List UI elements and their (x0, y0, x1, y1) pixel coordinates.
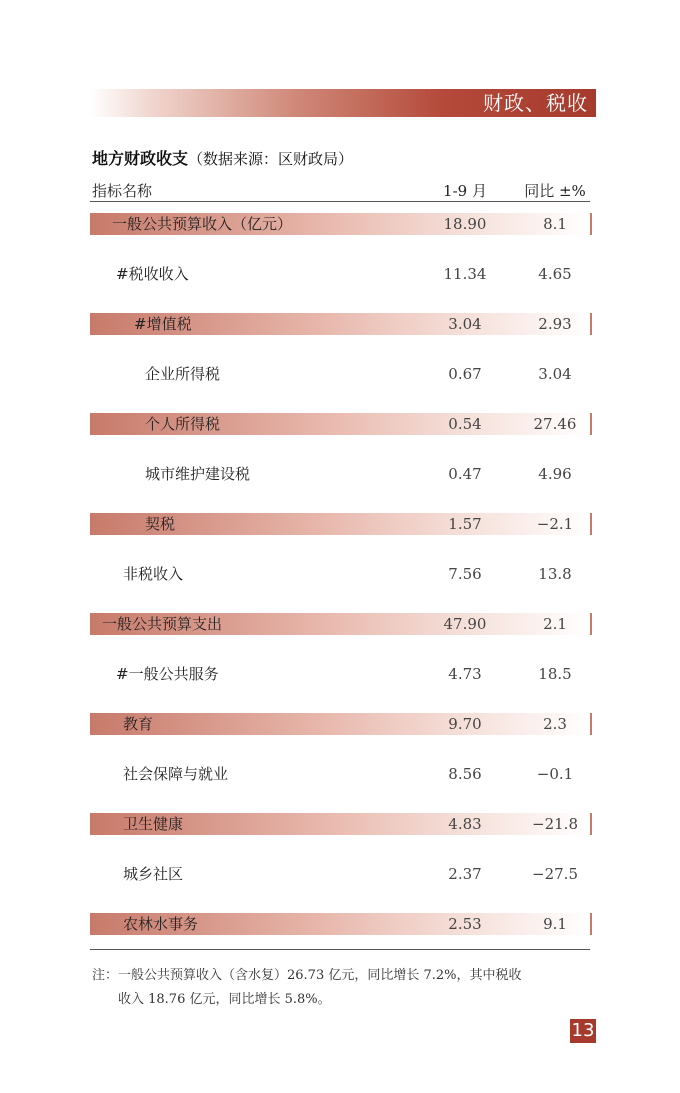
row-value-period: 4.83 (448, 815, 482, 833)
footnote (92, 964, 592, 1012)
table-row (90, 813, 592, 835)
row-value-yoy: −27.5 (532, 865, 578, 883)
row-value-period: 2.37 (448, 865, 482, 883)
table-row (90, 613, 592, 635)
page-number: 13 (571, 1020, 595, 1041)
row-name: 卫生健康 (123, 815, 184, 833)
row-value-yoy: 18.5 (538, 665, 572, 683)
footnote-line-1: 注：一般公共预算收入（含水复）26.73 亿元，同比增长 7.2%，其中税收 (92, 968, 522, 983)
row-name: 农林水事务 (123, 915, 199, 933)
row-name: 教育 (123, 715, 154, 733)
table-row (90, 213, 592, 235)
table-row (90, 913, 592, 935)
row-name: #税收收入 (116, 265, 189, 283)
table-title (92, 146, 353, 169)
row-value-yoy: 4.96 (538, 465, 572, 483)
table-row (90, 263, 590, 285)
table-row (90, 663, 590, 685)
row-value-yoy: −21.8 (532, 815, 578, 833)
row-value-period: 1.57 (448, 515, 482, 533)
row-name: 城乡社区 (123, 865, 184, 883)
row-value-period: 2.53 (448, 915, 482, 933)
row-value-period: 47.90 (443, 615, 487, 633)
table-title-text: 地方财政收支 (92, 149, 189, 168)
column-header-yoy: 同比 ±% (524, 182, 586, 200)
row-name: 企业所得税 (145, 365, 221, 383)
row-value-period: 9.70 (448, 715, 482, 733)
row-name: 非税收入 (123, 565, 184, 583)
footnote-line-2: 收入 18.76 亿元，同比增长 5.8%。 (118, 992, 331, 1007)
row-name: 社会保障与就业 (123, 765, 229, 783)
column-header-name: 指标名称 (92, 182, 153, 200)
table-row (90, 313, 592, 335)
section-header-band (90, 89, 596, 117)
table-row (90, 713, 592, 735)
row-name: 契税 (145, 515, 176, 533)
table-row (90, 413, 592, 435)
table-row (90, 563, 590, 585)
row-value-period: 0.47 (448, 465, 482, 483)
row-value-period: 0.67 (448, 365, 482, 383)
row-value-period: 7.56 (448, 565, 482, 583)
row-value-yoy: 27.46 (533, 415, 577, 433)
table-bottom-rule (90, 949, 590, 950)
row-value-yoy: 2.3 (543, 715, 567, 733)
row-value-yoy: 4.65 (538, 265, 572, 283)
row-value-period: 11.34 (443, 265, 487, 283)
row-value-yoy: −2.1 (536, 515, 574, 533)
row-value-yoy: 9.1 (543, 915, 567, 933)
row-value-yoy: 3.04 (538, 365, 572, 383)
table-top-rule (90, 201, 590, 202)
section-title: 财政、税收 (483, 91, 588, 115)
row-name: #一般公共服务 (116, 665, 219, 683)
row-name: 城市维护建设税 (145, 465, 251, 483)
table-row (90, 363, 590, 385)
table-row (90, 463, 590, 485)
table-row (90, 763, 590, 785)
column-header-period: 1-9 月 (443, 182, 487, 200)
table-row (90, 513, 592, 535)
row-name: 一般公共预算收入（亿元） (112, 215, 293, 233)
table-source: （数据来源：区财政局） (188, 150, 354, 168)
row-name: 一般公共预算支出 (102, 615, 223, 633)
row-value-yoy: 13.8 (538, 565, 572, 583)
row-name: 个人所得税 (145, 415, 221, 433)
row-value-period: 8.56 (448, 765, 482, 783)
row-value-yoy: 2.1 (543, 615, 567, 633)
table-row (90, 863, 590, 885)
row-value-yoy: 2.93 (538, 315, 572, 333)
row-value-period: 4.73 (448, 665, 482, 683)
row-value-period: 0.54 (448, 415, 482, 433)
row-value-yoy: −0.1 (536, 765, 574, 783)
row-value-yoy: 8.1 (543, 215, 567, 233)
row-value-period: 3.04 (448, 315, 482, 333)
row-name: #增值税 (134, 315, 192, 333)
row-value-period: 18.90 (443, 215, 487, 233)
